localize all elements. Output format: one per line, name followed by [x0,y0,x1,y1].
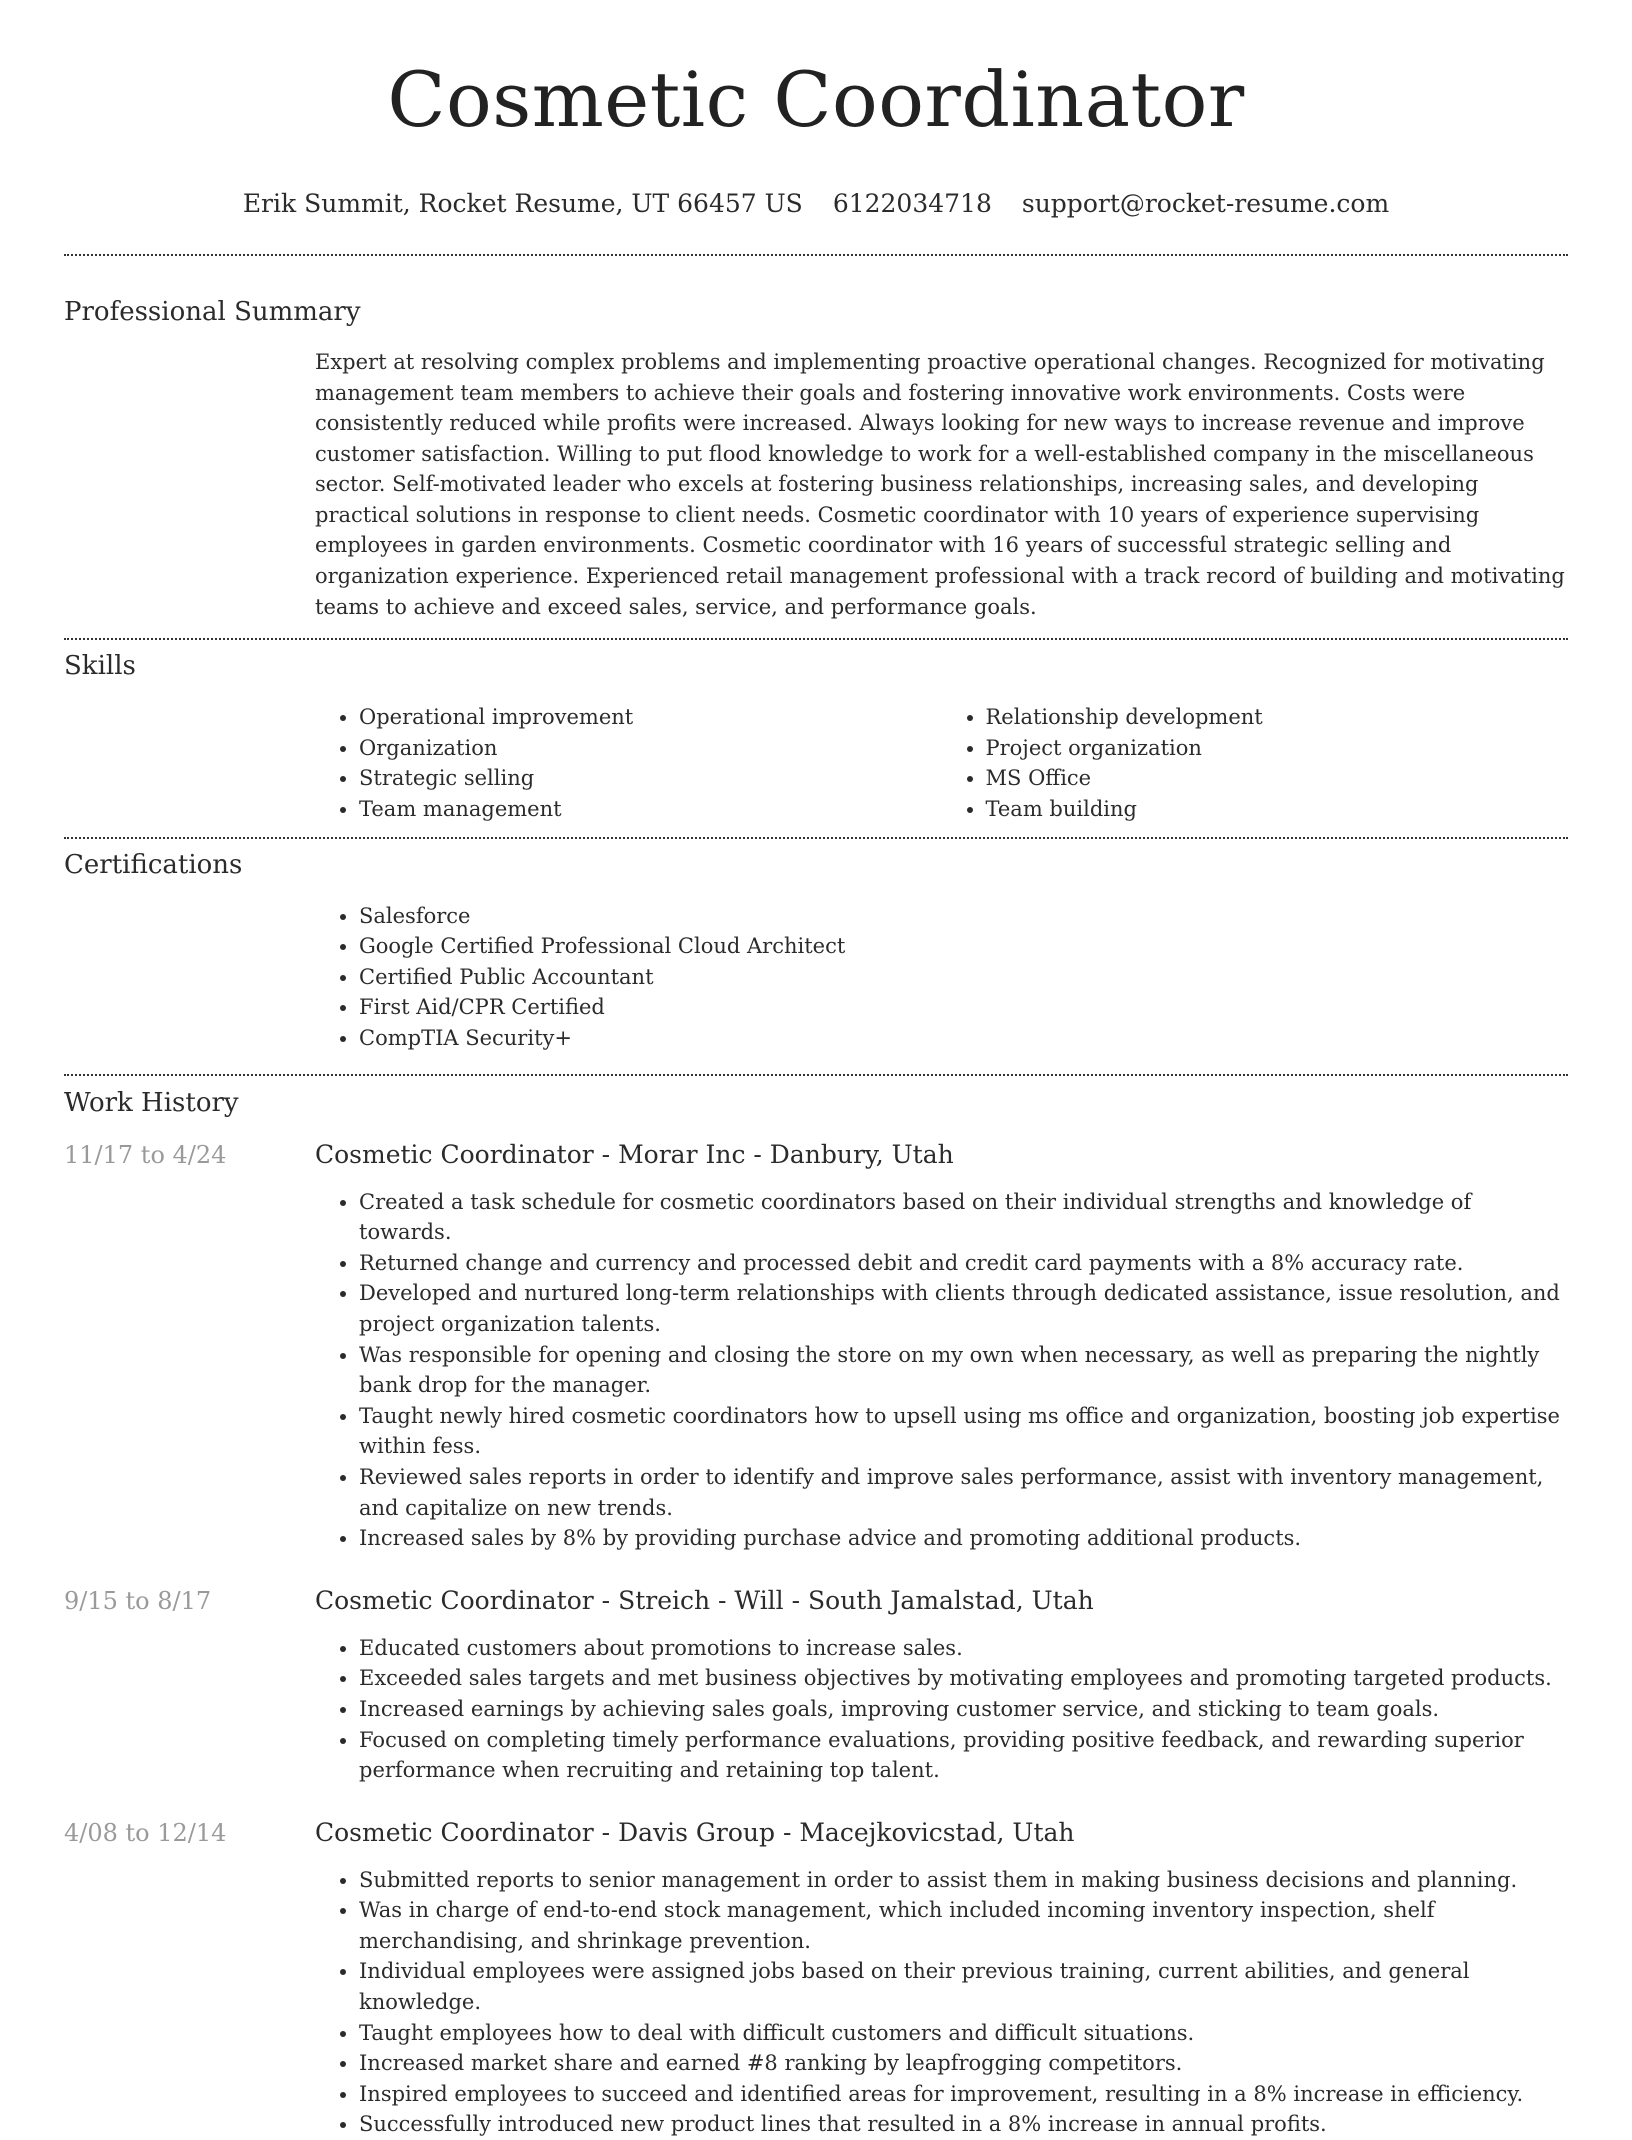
section-title-certifications: Certifications [64,849,243,880]
skills-column-left [315,702,942,824]
contact-email: support@rocket-resume.com [1021,188,1390,218]
job-bullet: • Exceeded sales targets and met business objectives by motivating employees and promoting targeted products. [359,1663,1568,1694]
skill-item: • Operational improvement [359,702,942,733]
job-bullets [315,1633,1568,1786]
job-bullet: • Inspired employees to succeed and identified areas for improvement, resulting in a 8% increase in efficiency. [359,2079,1568,2110]
contact-line [64,189,1568,218]
job-header [64,1818,1568,1847]
contact-address: Erik Summit, Rocket Resume, UT 66457 US [242,188,803,218]
job-bullet: • Increased sales by 8% by providing purchase advice and promoting additional products. [359,1523,1568,1554]
skill-item: • Organization [359,733,942,764]
skills-column-right [942,702,1569,824]
certification-item: • Salesforce [359,901,1568,932]
job-bullet: • Created a task schedule for cosmetic coordinators based on their individual strengths and knowledge of towards. [359,1187,1568,1248]
job-bullet: • Successfully introduced new product lines that resulted in a 8% increase in annual profits. [359,2109,1568,2140]
job-bullet: • Was responsible for opening and closing the store on my own when necessary, as well as preparing the nightly bank drop for the manager. [359,1340,1568,1401]
skill-item: • Relationship development [986,702,1569,733]
skill-item: • Strategic selling [359,763,942,794]
job-header [64,1140,1568,1169]
section-title-summary: Professional Summary [64,296,361,327]
section-title-work-history: Work History [64,1087,239,1118]
job-bullet: • Reviewed sales reports in order to identify and improve sales performance, assist with inventory management, and capitalize on new trends. [359,1462,1568,1523]
certification-item: • First Aid/CPR Certified [359,992,1568,1023]
skill-item: • Project organization [986,733,1569,764]
skill-item: • Team management [359,794,942,825]
contact-phone: 6122034718 [832,188,992,218]
summary-text: Expert at resolving complex problems and implementing proactive operational changes. Recognized for motivating management team members to achieve their goals and fostering innovative work environments. Costs were consistently reduced while profits were increased. Always looking for new ways to increase revenue and improve customer satisfaction. Willing to put flood knowledge to work for a well-established company in the miscellaneous sector. Self-motivated leader who excels at fostering business relationships, increasing sales, and developing practical solutions in response to client needs. Cosmetic coordinator with 10 years of experience supervising employees in garden environments. Cosmetic coordinator with 16 years of successful strategic selling and organization experience. Experienced retail management professional with a track record of building and motivating teams to achieve and exceed sales, service, and performance goals. [315,349,1565,619]
job-bullet: • Increased market share and earned #8 ranking by leapfrogging competitors. [359,2048,1568,2079]
certification-item: • Google Certified Professional Cloud Architect [359,931,1568,962]
job-bullet: • Was in charge of end-to-end stock management, which included incoming inventory inspection, shelf merchandising, and shrinkage prevention. [359,1895,1568,1956]
divider [64,638,1568,640]
job-date: 9/15 to 8/17 [64,1586,212,1615]
job-bullets [315,1865,1568,2140]
job-bullet: • Submitted reports to senior management in order to assist them in making business decisions and planning. [359,1865,1568,1896]
divider [64,1074,1568,1076]
job-bullet: • Individual employees were assigned jobs based on their previous training, current abilities, and general knowledge. [359,1956,1568,2017]
job-bullet: • Taught employees how to deal with difficult customers and difficult situations. [359,2018,1568,2049]
job-bullet: • Educated customers about promotions to increase sales. [359,1633,1568,1664]
skill-item: • MS Office [986,763,1569,794]
job-bullet: • Taught newly hired cosmetic coordinators how to upsell using ms office and organization, boosting job expertise within fess. [359,1401,1568,1462]
divider [64,837,1568,839]
job-bullet: • Focused on completing timely performance evaluations, providing positive feedback, and rewarding superior performance when recruiting and retaining top talent. [359,1725,1568,1786]
resume-name: Cosmetic Coordinator [387,55,1245,144]
job-date: 4/08 to 12/14 [64,1818,227,1847]
job-bullets [315,1187,1568,1554]
job-title: Cosmetic Coordinator - Davis Group - Macejkovicstad, Utah [315,1817,1075,1847]
job-title: Cosmetic Coordinator - Streich - Will - South Jamalstad, Utah [315,1585,1094,1615]
certifications-list [315,901,1568,1054]
skill-item: • Team building [986,794,1569,825]
certification-item: • CompTIA Security+ [359,1023,1568,1054]
job-header [64,1586,1568,1615]
job-date: 11/17 to 4/24 [64,1140,227,1169]
job-bullet: • Developed and nurtured long-term relationships with clients through dedicated assistance, issue resolution, and project organization talents. [359,1278,1568,1339]
job-bullet: • Increased earnings by achieving sales goals, improving customer service, and sticking to team goals. [359,1694,1568,1725]
section-title-skills: Skills [64,651,136,682]
resume-page [64,0,1568,2140]
certification-item: • Certified Public Accountant [359,962,1568,993]
divider [64,254,1568,256]
skills-list [315,702,1568,824]
job-title: Cosmetic Coordinator - Morar Inc - Danbury, Utah [315,1139,954,1169]
job-bullet: • Returned change and currency and processed debit and credit card payments with a 8% accuracy rate. [359,1248,1568,1279]
